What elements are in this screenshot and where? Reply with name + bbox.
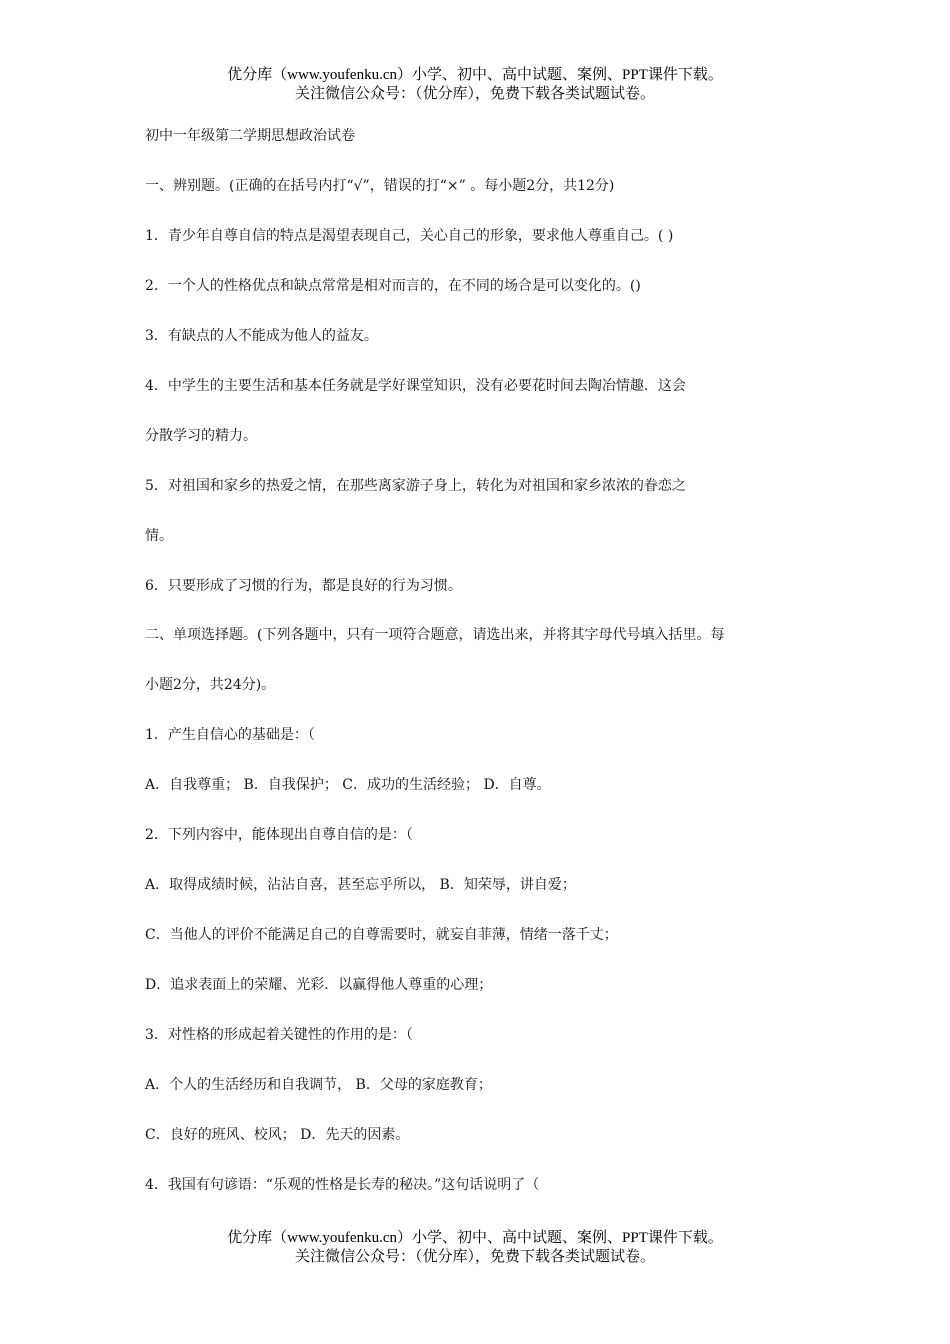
section1-item: 6．只要形成了习惯的行为，都是良好的行为习惯。 [145, 578, 462, 594]
footer-line-1: 优分库（www.youfenku.cn）小学、初中、高中试题、案例、PPT课件下载。 [227, 1230, 723, 1246]
question: 1．产生自信心的基础是：（ [145, 727, 315, 743]
question: 4．我国有句谚语：“乐观的性格是长寿的秘决。”这句话说明了（ [145, 1177, 540, 1193]
section1-item: 2．一个人的性格优点和缺点常常是相对而言的，在不同的场合是可以变化的。() [145, 278, 641, 294]
question: 3．对性格的形成起着关键性的作用的是：（ [145, 1027, 413, 1043]
answer-options: C．当他人的评价不能满足自己的自尊需要时，就妄自菲薄，情绪一落千丈； [145, 927, 618, 943]
answer-options: A．个人的生活经历和自我调节， B．父母的家庭教育； [145, 1077, 492, 1093]
section1-item: 4．中学生的主要生活和基本任务就是学好课堂知识，没有必要花时间去陶冶情趣．这会 [145, 378, 686, 394]
exam-title: 初中一年级第二学期思想政治试卷 [145, 128, 355, 144]
page-header [0, 66, 950, 104]
answer-options: A．取得成绩时候，沾沾自喜，甚至忘乎所以， B．知荣辱，讲自爱； [145, 877, 576, 893]
section1-item-continued: 情。 [145, 528, 173, 544]
header-line-2: 关注微信公众号：（优分库），免费下载各类试题试卷。 [294, 86, 655, 102]
section1-item: 5．对祖国和家乡的热爱之情，在那些离家游子身上，转化为对祖国和家乡浓浓的眷恋之 [145, 478, 686, 494]
section1-item-continued: 分散学习的精力。 [145, 428, 257, 444]
answer-options: C．良好的班风、校风； D．先天的因素。 [145, 1127, 410, 1143]
page-footer [0, 1229, 950, 1267]
footer-line-2: 关注微信公众号：（优分库），免费下载各类试题试卷。 [294, 1249, 655, 1265]
section1-item: 3．有缺点的人不能成为他人的益友。 [145, 328, 378, 344]
header-line-1: 优分库（www.youfenku.cn）小学、初中、高中试题、案例、PPT课件下载。 [227, 67, 723, 83]
section1-heading: 一、辨别题。(正确的在括号内打“√”，错误的打“×” 。每小题2分，共12分) [145, 178, 615, 194]
section2-heading-continued: 小题2分，共24分)。 [145, 677, 276, 693]
question: 2．下列内容中，能体现出自尊自信的是：（ [145, 827, 413, 843]
section1-item: 1．青少年自尊自信的特点是渴望表现自己，关心自己的形象，要求他人尊重自己。( ) [145, 228, 674, 244]
answer-options: A．自我尊重； B．自我保护； C．成功的生活经验； D．自尊。 [145, 777, 551, 793]
answer-options: D．追求表面上的荣耀、光彩．以赢得他人尊重的心理； [145, 977, 493, 993]
section2-heading: 二、单项选择题。(下列各题中，只有一项符合题意，请选出来，并将其字母代号填入括里。每 [145, 627, 725, 643]
